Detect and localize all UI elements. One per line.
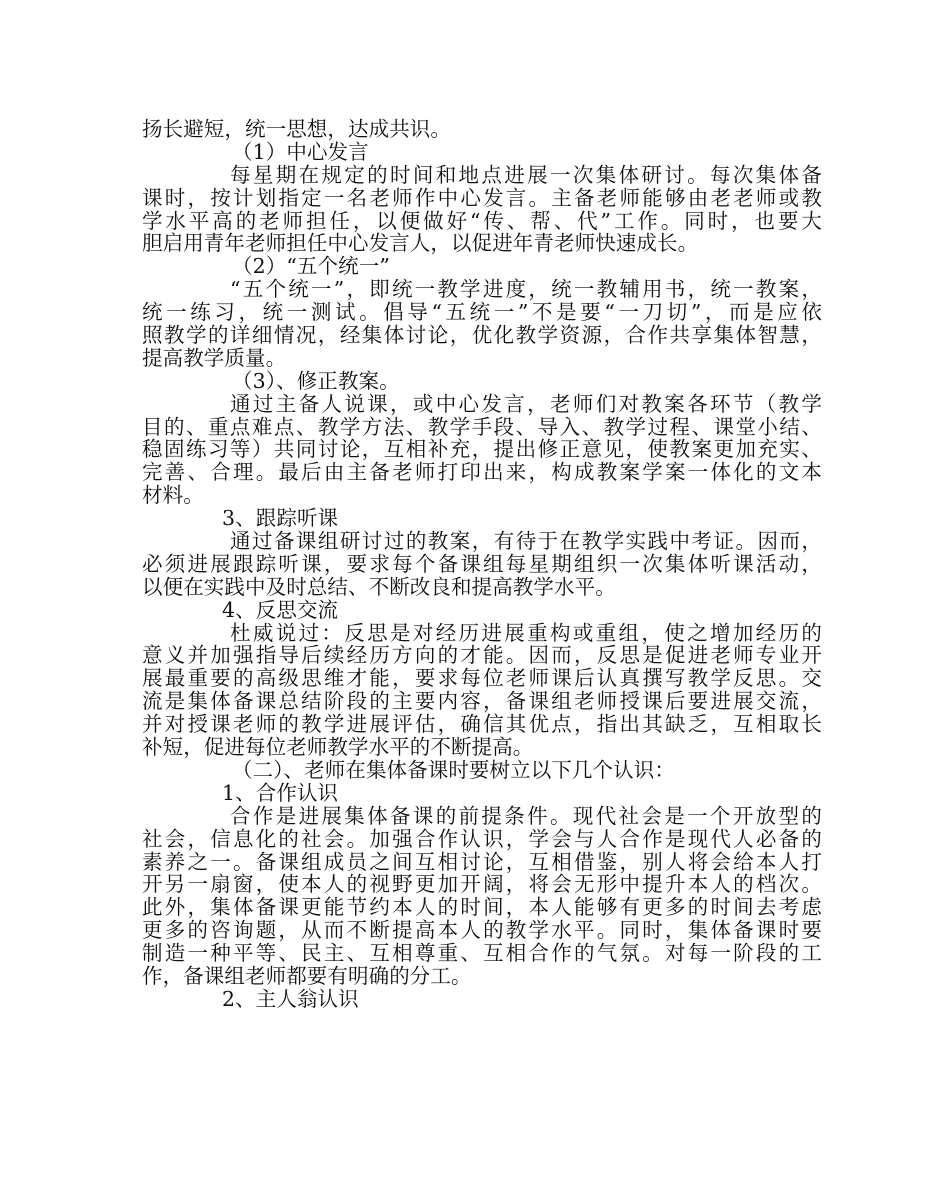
text-line: 通过主备人说课，或中心发言，老师们对教案各环节（教学 xyxy=(230,392,822,416)
text-line: 素养之一。备课组成员之间互相讨论，互相借鉴，别人将会给本人打 xyxy=(142,850,822,874)
text-line: 提高教学质量。 xyxy=(142,345,287,370)
text-line: 学水平高的老师担任，以便做好“传、帮、代”工作。同时，也要大 xyxy=(142,209,822,233)
text-line: （2）“五个统一” xyxy=(232,254,390,279)
text-line: 完善、合理。最后由主备老师打印出来，构成教案学案一体化的文本 xyxy=(142,461,822,485)
text-line: 稳固练习等）共同讨论，互相补充，提出修正意见，使教案更加充实、 xyxy=(142,438,822,462)
text-line: 制造一种平等、民主、互相尊重、互相合作的气氛。对每一阶段的工 xyxy=(142,942,822,965)
text-line: 2、主人翁认识 xyxy=(222,986,359,1011)
text-line: 社会，信息化的社会。加强合作认识，学会与人合作是现代人必备的 xyxy=(142,827,822,851)
text-line: 目的、重点难点、教学方法、教学手段、导入、教学过程、课堂小结、 xyxy=(142,415,822,439)
text-line: 1、合作认识 xyxy=(222,780,339,805)
text-line: 扬长避短，统一思想，达成共识。 xyxy=(142,117,451,141)
text-line: 杜威说过：反思是对经历进展重构或重组，使之增加经历的 xyxy=(230,621,822,645)
text-line: 4、反思交流 xyxy=(222,597,339,622)
text-line: 开另一扇窗，使本人的视野更加开阔，将会无形中提升本人的档次。 xyxy=(142,873,822,897)
text-line: 材料。 xyxy=(142,483,204,508)
text-line: 胆启用青年老师担任中心发言人，以促进年青老师快速成长。 xyxy=(142,231,699,256)
text-line: 流是集体备课总结阶段的主要内容，备课组老师授课后要进展交流， xyxy=(142,690,822,714)
text-line: 每星期在规定的时间和地点进展一次集体研讨。每次集体备 xyxy=(230,163,822,187)
document-page xyxy=(142,118,822,1011)
text-line: 作，备课组老师都要有明确的分工。 xyxy=(142,963,472,988)
text-line: 补短，促进每位老师教学水平的不断提高。 xyxy=(142,735,534,760)
text-line: （1）中心发言 xyxy=(232,139,369,164)
text-line: 此外，集体备课更能节约本人的时间，本人能够有更多的时间去考虑 xyxy=(142,896,822,920)
text-line: 课时，按计划指定一名老师作中心发言。主备老师能够由老老师或教 xyxy=(142,186,822,210)
text-line: 合作是进展集体备课的前提条件。现代社会是一个开放型的 xyxy=(230,804,822,828)
text-line: 3、跟踪听课 xyxy=(222,506,339,531)
text-line: （3）、修正教案。 xyxy=(232,368,400,393)
text-line: 通过备课组研讨过的教案，有待于在教学实践中考证。因而， xyxy=(230,530,822,553)
text-line: 展最重要的高级思维才能，要求每位老师课后认真撰写教学反思。交 xyxy=(142,667,822,691)
text-line: 统一练习，统一测试。倡导“五统一”不是要“一刀切”，而是应依 xyxy=(142,301,822,325)
text-line: 照教学的详细情况，经集体讨论，优化教学资源，合作共享集体智慧， xyxy=(142,324,822,347)
text-line: 更多的咨询题，从而不断提高本人的教学水平。同时，集体备课时要 xyxy=(142,919,822,943)
text-line: “五个统一”，即统一教学进度，统一教辅用书，统一教案， xyxy=(230,278,822,302)
text-line: 以便在实践中及时总结、不断改良和提高教学水平。 xyxy=(142,574,616,599)
text-line: 意义并加强指导后续经历方向的才能。因而，反思是促进老师专业开 xyxy=(142,644,822,668)
text-line: 必须进展跟踪听课，要求每个备课组每星期组织一次集体听课活动， xyxy=(142,552,822,576)
text-line: （二）、老师在集体备课时要树立以下几个认识： xyxy=(232,757,675,782)
text-line: 并对授课老师的教学进展评估，确信其优点，指出其缺乏，互相取长 xyxy=(142,713,822,737)
